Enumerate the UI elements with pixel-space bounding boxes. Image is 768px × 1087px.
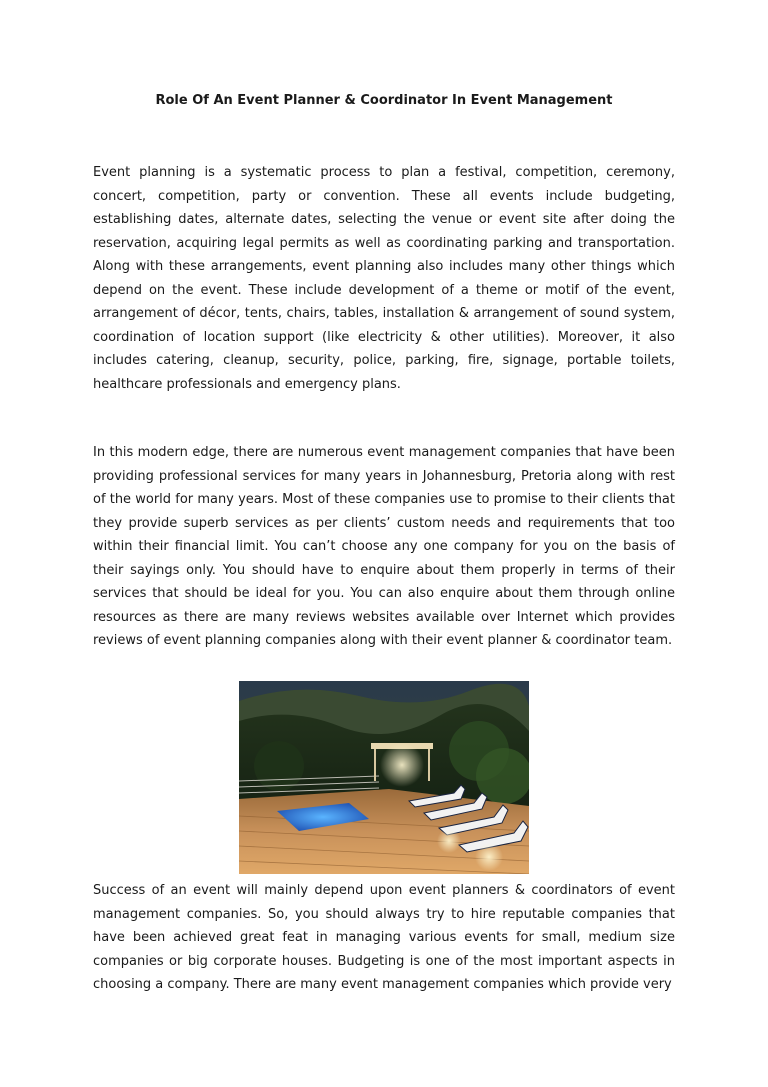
paragraph-intro: Event planning is a systematic process to plan a festival, competition, ceremony, concert, competition, party or convention. These all events include budgeting, establishing dates, alternate dates, selecting the venue or event site after doing the reservation, acquiring legal permits as well as coordinating parking and transportation. Along with these arrangements, event planning also includes many other things which depend on the event. These include development of a theme or motif of the event, arrangement of décor, tents, chairs, tables, installation & arrangement of sound system, coordination of location support (like electricity & other utilities). Moreover, it also includes catering, cleanup, security, police, parking, fire, signage, portable toilets, healthcare professionals and emergency plans.	[93, 165, 675, 392]
document-title: Role Of An Event Planner & Coordinator In Event Management	[155, 93, 613, 108]
poolside-deck-photo	[239, 681, 529, 874]
paragraph-companies: In this modern edge, there are numerous event management companies that have been providing professional services for many years in Johannesburg, Pretoria along with rest of the world for many years. Most of these companies use to promise to their clients that they provide superb services as per clients’ custom needs and requirements that too within their financial limit. You can’t choose any one company for you on the basis of their sayings only. You should have to enquire about them properly in terms of their services that should be ideal for you. You can also enquire about them through online resources as there are many reviews websites available over Internet which provides reviews of event planning companies along with their event planner & coordinator team.	[93, 445, 675, 648]
paragraph-success: Success of an event will mainly depend upon event planners & coordinators of event management companies. So, you should always try to hire reputable companies that have been achieved great feat in managing various events for small, medium size companies or big corporate houses. Budgeting is one of the most important aspects in choosing a company. There are many event management companies which provide very	[93, 883, 675, 992]
